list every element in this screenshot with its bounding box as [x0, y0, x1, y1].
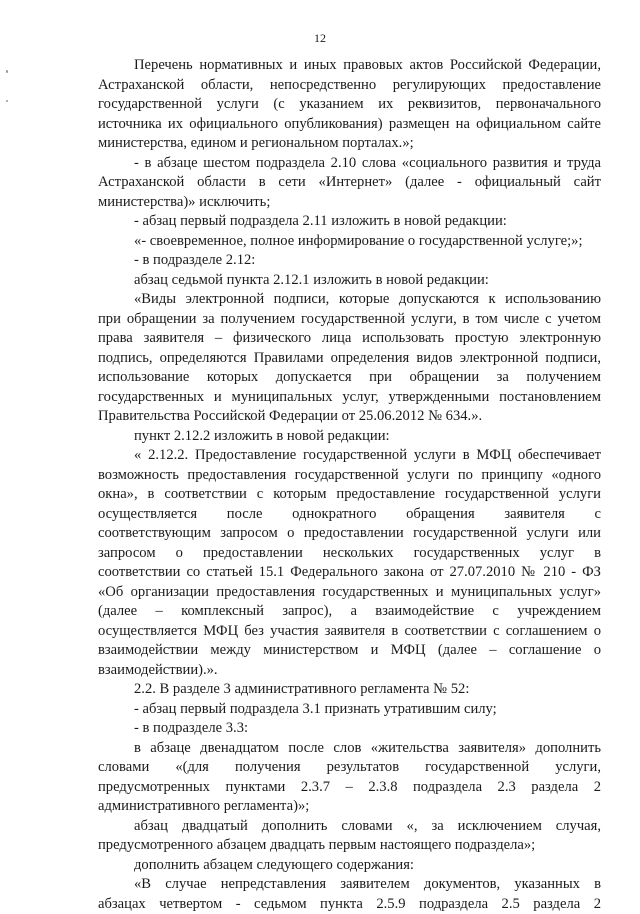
text-line [98, 95, 601, 115]
text-line-content: использование которых допускается при обращении за получением [98, 368, 601, 388]
text-line-content: права заявителя – физического лица использовать простую электронную [98, 329, 601, 349]
text-line [98, 758, 601, 778]
text-line-content: возможность предоставления государственной услуги по принципу «одного [98, 466, 601, 486]
text-line-content: пункт 2.12.2 изложить в новой редакции: [98, 427, 601, 447]
text-line-content: административного регламента)»; [98, 797, 601, 817]
text-line [98, 193, 601, 213]
text-line-content: Астраханской области в сети «Интернет» (далее - официальный сайт [98, 173, 601, 193]
text-line-content: - в подразделе 3.3: [98, 719, 601, 739]
text-line-content: государственной услуги (с указанием их реквизитов, первоначального [98, 95, 601, 115]
text-line-content: Астраханской области, непосредственно регулирующих предоставление [98, 76, 601, 96]
text-line-content: (далее – комплексный запрос), а взаимодействие с учреждением [98, 602, 601, 622]
text-line-content: словами «(для получения результатов государственной услуги, [98, 758, 601, 778]
text-line-content: 2.2. В разделе 3 административного регламента № 52: [98, 680, 601, 700]
text-line [98, 251, 601, 271]
text-line-content: - абзац первый подраздела 3.1 признать утратившим силу; [98, 700, 601, 720]
text-line [98, 622, 601, 642]
text-line-content: осуществляется после однократного обращения заявителя с [98, 505, 601, 525]
text-line-content: государственных и муниципальных услуг, утвержденными постановлением [98, 388, 601, 408]
text-line-content: - абзац первый подраздела 2.11 изложить в новой редакции: [98, 212, 601, 232]
text-line [98, 310, 601, 330]
scan-speck [6, 100, 8, 102]
text-line-content: предусмотренных пунктами 2.3.7 – 2.3.8 подраздела 2.3 раздела 2 [98, 778, 601, 798]
document-body [98, 56, 601, 914]
text-line [98, 700, 601, 720]
text-line [98, 524, 601, 544]
text-line-content: - в абзаце шестом подраздела 2.10 слова «социального развития и труда [98, 154, 601, 174]
text-line-content: соответствующим запросом о предоставлении государственной услуги или [98, 524, 601, 544]
text-line-content: «Виды электронной подписи, которые допускаются к использованию [98, 290, 601, 310]
text-line [98, 778, 601, 798]
text-line-content: Правительства Российской Федерации от 25.06.2012 № 634.». [98, 407, 601, 427]
text-line [98, 212, 601, 232]
text-line-content: министерства)» исключить; [98, 193, 601, 213]
text-line [98, 76, 601, 96]
text-line [98, 407, 601, 427]
text-line [98, 427, 601, 447]
text-line-content: Перечень нормативных и иных правовых актов Российской Федерации, [98, 56, 601, 76]
text-line-content: - в подразделе 2.12: [98, 251, 601, 271]
text-line-content: окна», в соответствии с которым предоставление государственной услуги [98, 485, 601, 505]
text-line [98, 797, 601, 817]
text-line [98, 388, 601, 408]
text-line [98, 173, 601, 193]
text-line [98, 232, 601, 252]
text-line [98, 836, 601, 856]
text-line [98, 56, 601, 76]
text-line-content: абзац двадцатый дополнить словами «, за исключением случая, [98, 817, 601, 837]
text-line-content: источника их официального опубликования) размещен на официальном сайте [98, 115, 601, 135]
text-line [98, 154, 601, 174]
text-line [98, 895, 601, 914]
text-line [98, 329, 601, 349]
text-line [98, 680, 601, 700]
text-line [98, 856, 601, 876]
text-line [98, 641, 601, 661]
text-line-content: «- своевременное, полное информирование о государственной услуге;»; [98, 232, 601, 252]
text-line [98, 115, 601, 135]
text-line [98, 290, 601, 310]
text-line-content: в абзаце двенадцатом после слов «жительства заявителя» дополнить [98, 739, 601, 759]
text-line [98, 661, 601, 681]
text-line-content: «В случае непредставления заявителем документов, указанных в [98, 875, 601, 895]
text-line [98, 368, 601, 388]
text-line [98, 544, 601, 564]
text-line [98, 602, 601, 622]
text-line-content: абзац седьмой пункта 2.12.1 изложить в новой редакции: [98, 271, 601, 291]
text-line [98, 134, 601, 154]
text-line-content: абзацах четвертом - седьмом пункта 2.5.9 подраздела 2.5 раздела 2 [98, 895, 601, 914]
text-line [98, 875, 601, 895]
text-line-content: осуществляется МФЦ без участия заявителя в соответствии с соглашением о [98, 622, 601, 642]
text-line [98, 817, 601, 837]
text-line-content: взаимодействии).». [98, 661, 601, 681]
text-line-content: «Об организации предоставления государственных и муниципальных услуг» [98, 583, 601, 603]
text-line-content: взаимодействии между министерством и МФЦ (далее – соглашение о [98, 641, 601, 661]
text-line-content: дополнить абзацем следующего содержания: [98, 856, 601, 876]
text-line [98, 349, 601, 369]
text-line-content: министерства, едином и региональном порталах.»; [98, 134, 601, 154]
text-line-content: запросом о предоставлении нескольких государственных услуг в [98, 544, 601, 564]
text-line [98, 719, 601, 739]
text-line [98, 485, 601, 505]
text-line [98, 446, 601, 466]
text-line [98, 466, 601, 486]
text-line [98, 583, 601, 603]
text-line-content: соответствии со статьей 15.1 Федерального закона от 27.07.2010 № 210 - ФЗ [98, 563, 601, 583]
text-line-content: при обращении за получением государственной услуги, в том числе с учетом [98, 310, 601, 330]
page-number: 12 [0, 31, 640, 46]
text-line-content: « 2.12.2. Предоставление государственной услуги в МФЦ обеспечивает [98, 446, 601, 466]
text-line [98, 563, 601, 583]
text-line [98, 505, 601, 525]
text-line [98, 271, 601, 291]
scan-speck [6, 70, 8, 73]
text-line-content: подпись, определяются Правилами определения видов электронной подписи, [98, 349, 601, 369]
text-line-content: предусмотренного абзацем двадцать первым настоящего подраздела»; [98, 836, 601, 856]
text-line [98, 739, 601, 759]
